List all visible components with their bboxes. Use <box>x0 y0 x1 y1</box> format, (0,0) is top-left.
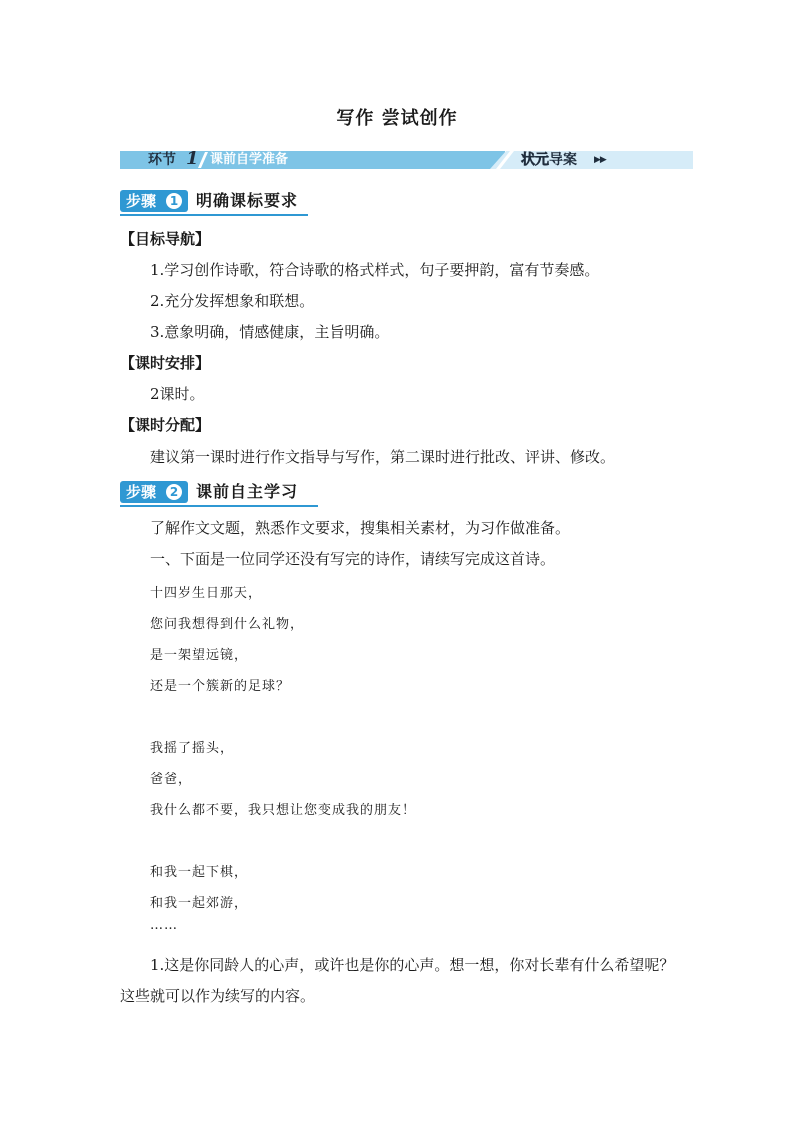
section-banner <box>120 148 693 169</box>
intro-text: 了解作文文题，熟悉作文要求，搜集相关素材，为习作做准备。 <box>150 519 571 537</box>
page-title: 写作 尝试创作 <box>336 108 458 129</box>
allocation-heading: 【课时分配】 <box>120 416 211 434</box>
goals-heading: 【目标导航】 <box>120 230 211 248</box>
schedule-text: 2课时。 <box>150 385 205 403</box>
poem-line: 是一架望远镜， <box>150 648 249 663</box>
step-number-icon: 2 <box>166 484 182 500</box>
poem-line: 您问我想得到什么礼物， <box>150 617 305 632</box>
step-underline <box>120 505 318 507</box>
goal-item: 2.充分发挥想象和联想。 <box>150 292 315 310</box>
poem-line: 我什么都不要，我只想让您变成我的朋友！ <box>150 803 417 818</box>
goal-item: 1.学习创作诗歌，符合诗歌的格式样式，句子要押韵，富有节奏感。 <box>150 261 600 279</box>
step-badge: 步骤 1 <box>120 190 188 212</box>
poem-line: 和我一起下棋， <box>150 865 249 880</box>
step-title: 明确课标要求 <box>196 191 299 210</box>
schedule-heading: 【课时安排】 <box>120 354 211 372</box>
question-1: 1.这是你同龄人的心声，或许也是你的心声。想一想，你对长辈有什么希望呢？这些就可以作为续写的内容。 <box>120 956 675 1005</box>
poem-line: 和我一起郊游， <box>150 896 249 911</box>
step-underline <box>120 214 308 216</box>
step-2-header <box>120 481 320 503</box>
task-text: 一、下面是一位同学还没有写完的诗作，请续写完成这首诗。 <box>150 550 556 568</box>
step-1-header <box>120 190 310 212</box>
poem-line: 我摇了摇头， <box>150 741 235 756</box>
step-number-icon: 1 <box>166 193 182 209</box>
poem-line: 爸爸， <box>150 772 193 787</box>
banner-label: 环节 <box>148 152 176 168</box>
allocation-text: 建议第一课时进行作文指导与写作，第二课时进行批改、评讲、修改。 <box>150 448 616 466</box>
goal-item: 3.意象明确，情感健康，主旨明确。 <box>150 323 390 341</box>
banner-number: 1 <box>186 148 199 169</box>
banner-left-bar <box>120 151 505 169</box>
poem-ellipsis: …… <box>150 918 178 933</box>
banner-right-title: 状元导案 <box>521 152 577 168</box>
step-badge: 步骤 2 <box>120 481 188 503</box>
poem-line: 十四岁生日那天， <box>150 586 263 601</box>
banner-section-title: 课前自学准备 <box>210 152 289 167</box>
step-title: 课前自主学习 <box>196 482 299 501</box>
poem-line: 还是一个簇新的足球？ <box>150 679 291 694</box>
double-arrow-icon: ▶▶ <box>594 155 606 165</box>
